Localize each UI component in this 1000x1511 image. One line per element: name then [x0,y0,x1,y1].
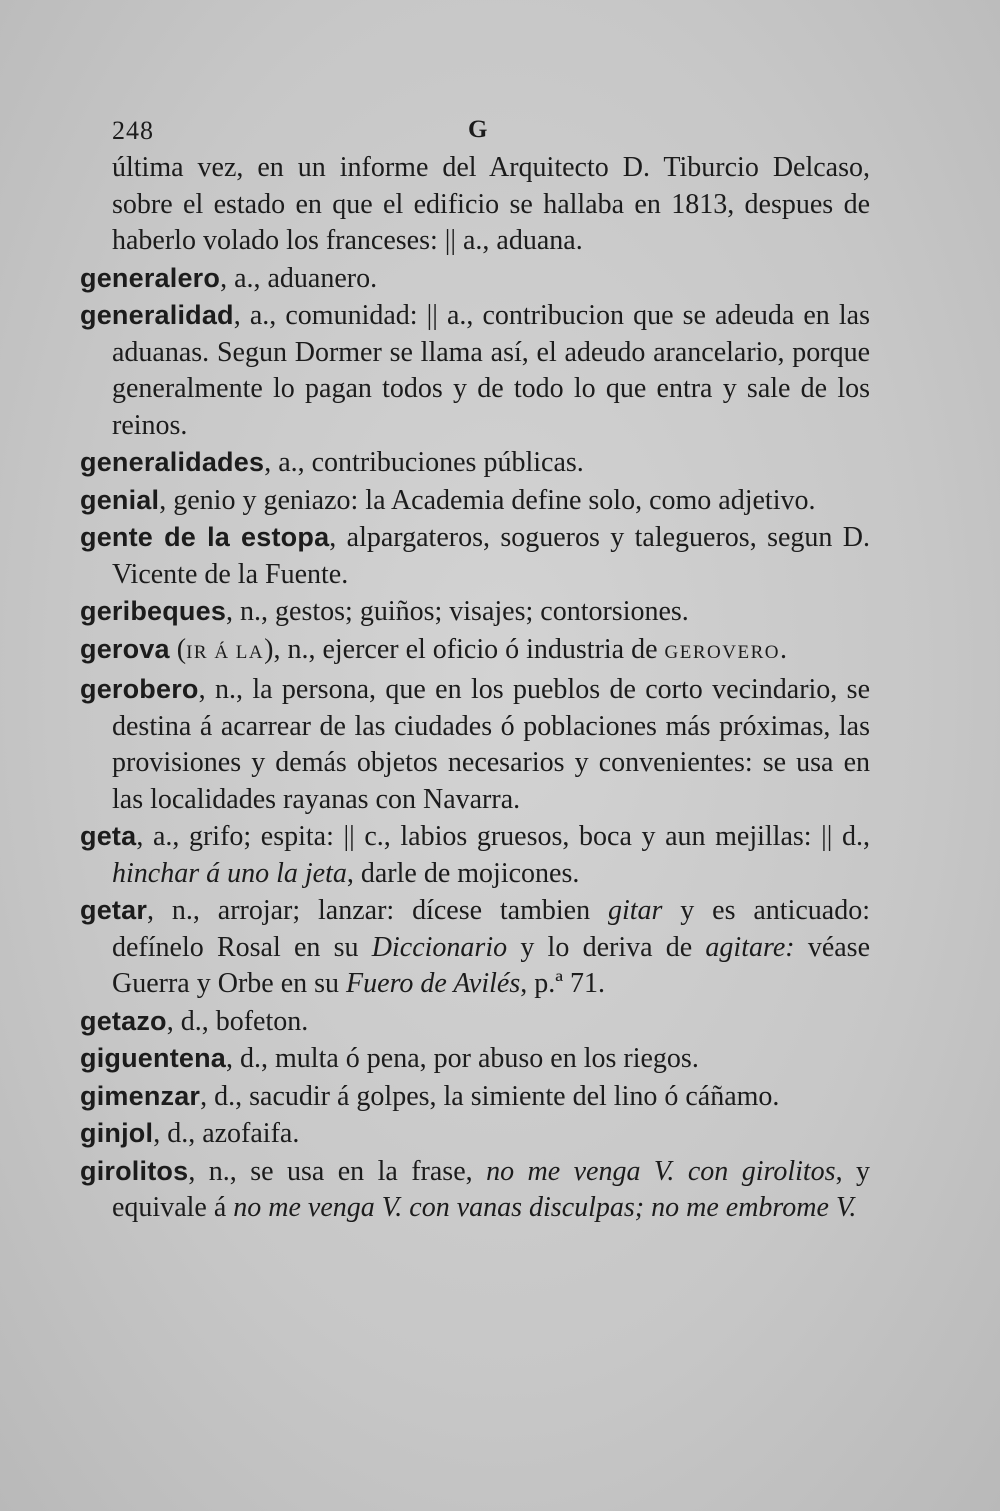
entry-text: , a., grifo; espita: || c., labios gruesos, boca y aun mejillas: || d., [136,821,870,852]
entry-headword: generalidad [80,300,234,330]
entry-text: ( [169,633,187,665]
dictionary-entry [80,593,870,631]
entry-text: y lo deriva de [507,931,706,963]
page-header [112,116,872,152]
entry-continuation [80,150,870,260]
entry-smallcaps-text: GEROVERO [664,641,780,663]
dictionary-entry [80,444,870,482]
entry-text: , p.ª 71. [520,968,605,999]
entry-text: , y equivale á [112,1155,871,1223]
dictionary-entry [80,519,870,593]
entry-headword: getazo [80,1005,167,1036]
entry-italic-text: no me venga V. con vanas disculpas; no me embrome V. [233,1192,857,1223]
entry-text: véase Guerra y Orbe en su [112,931,871,999]
dictionary-entry [80,1003,870,1041]
entry-text: , a., comunidad: || a., contribucion que se adeuda en las aduanas. Segun Dormer se llama así, el adeudo arancelario, porque generalmente lo pagan todos y de todo lo que entra y sale de los reinos. [112,300,870,441]
entry-italic-text: Fuero de Avilés [346,968,521,999]
dictionary-entry [80,482,870,520]
entry-italic-text: Diccionario [371,931,508,963]
entry-headword: geta [80,821,137,851]
entry-text: ), n., ejercer el oficio ó industria de [264,633,665,665]
entry-text: , a., aduanero. [220,262,378,294]
entry-text: , n., arrojar; lanzar: dícese tambien [147,895,608,926]
entry-text: , darle de mojicones. [346,857,580,889]
entry-text: , d., azofaifa. [153,1118,300,1149]
entry-headword: ginjol [80,1118,154,1148]
entry-headword: gerobero [80,674,199,704]
entry-text: , d., sacudir á golpes, la simiente del lino ó cáñamo. [200,1080,780,1112]
dictionary-entry [80,1078,870,1116]
entry-headword: gimenzar [80,1080,201,1111]
dictionary-entry [80,260,870,298]
dictionary-entry [80,297,870,444]
entry-text: y es anticuado: defínelo Rosal en su [112,895,870,963]
page-number: 248 [112,116,154,145]
entry-italic-text: agitare: [705,931,795,963]
dictionary-entries [80,150,870,1227]
entry-headword: gerova [80,633,170,664]
entry-smallcaps-text: IR Á LA [186,641,265,663]
dictionary-entry [80,818,870,892]
entry-headword: generalidades [80,447,265,477]
dictionary-entry [80,1153,870,1227]
dictionary-entry [80,1115,870,1153]
entry-headword: generalero [80,262,221,293]
entry-italic-text: gitar [607,895,663,926]
entry-text: , n., la persona, que en los pueblos de corto vecindario, se destina á acarrear de las ciudades ó poblaciones más próximas, las provisiones y demás objetos necesarios y convenientes: se usa en las localidades rayanas con Navarra. [112,674,870,815]
dictionary-entry [80,671,870,818]
entry-headword: giguentena [80,1043,227,1073]
dictionary-entry [80,1040,870,1078]
entry-text: , a., contribuciones públicas. [264,447,584,478]
entry-headword: gente de la estopa [80,522,330,552]
entry-text: , genio y geniazo: la Academia define solo, como adjetivo. [159,484,816,516]
entry-italic-text: no me venga V. con girolitos [486,1155,836,1187]
entry-text: , n., se usa en la frase, [188,1155,487,1187]
entry-text: , d., bofeton. [166,1005,309,1037]
entry-headword: geribeques [80,596,227,626]
entry-italic-text: hinchar á uno la jeta [112,857,347,889]
entry-text: , alpargateros, sogueros y talegueros, segun D. Vicente de la Fuente. [112,522,870,590]
entry-text: última vez, en un informe del Arquitecto D. Tiburcio Delcaso, sobre el estado en que el edificio se hallaba en 1813, despues de haberlo volado los franceses: || a., aduana. [112,152,870,256]
entry-headword: getar [80,895,148,925]
entry-headword: genial [80,484,160,515]
section-letter: G [468,116,488,143]
entry-headword: girolitos [80,1155,189,1186]
entry-text: . [780,633,787,665]
entry-text: , d., multa ó pena, por abuso en los riegos. [226,1043,699,1074]
dictionary-entry [80,631,870,672]
entry-text: , n., gestos; guiños; visajes; contorsiones. [226,596,689,627]
dictionary-entry [80,892,870,1003]
